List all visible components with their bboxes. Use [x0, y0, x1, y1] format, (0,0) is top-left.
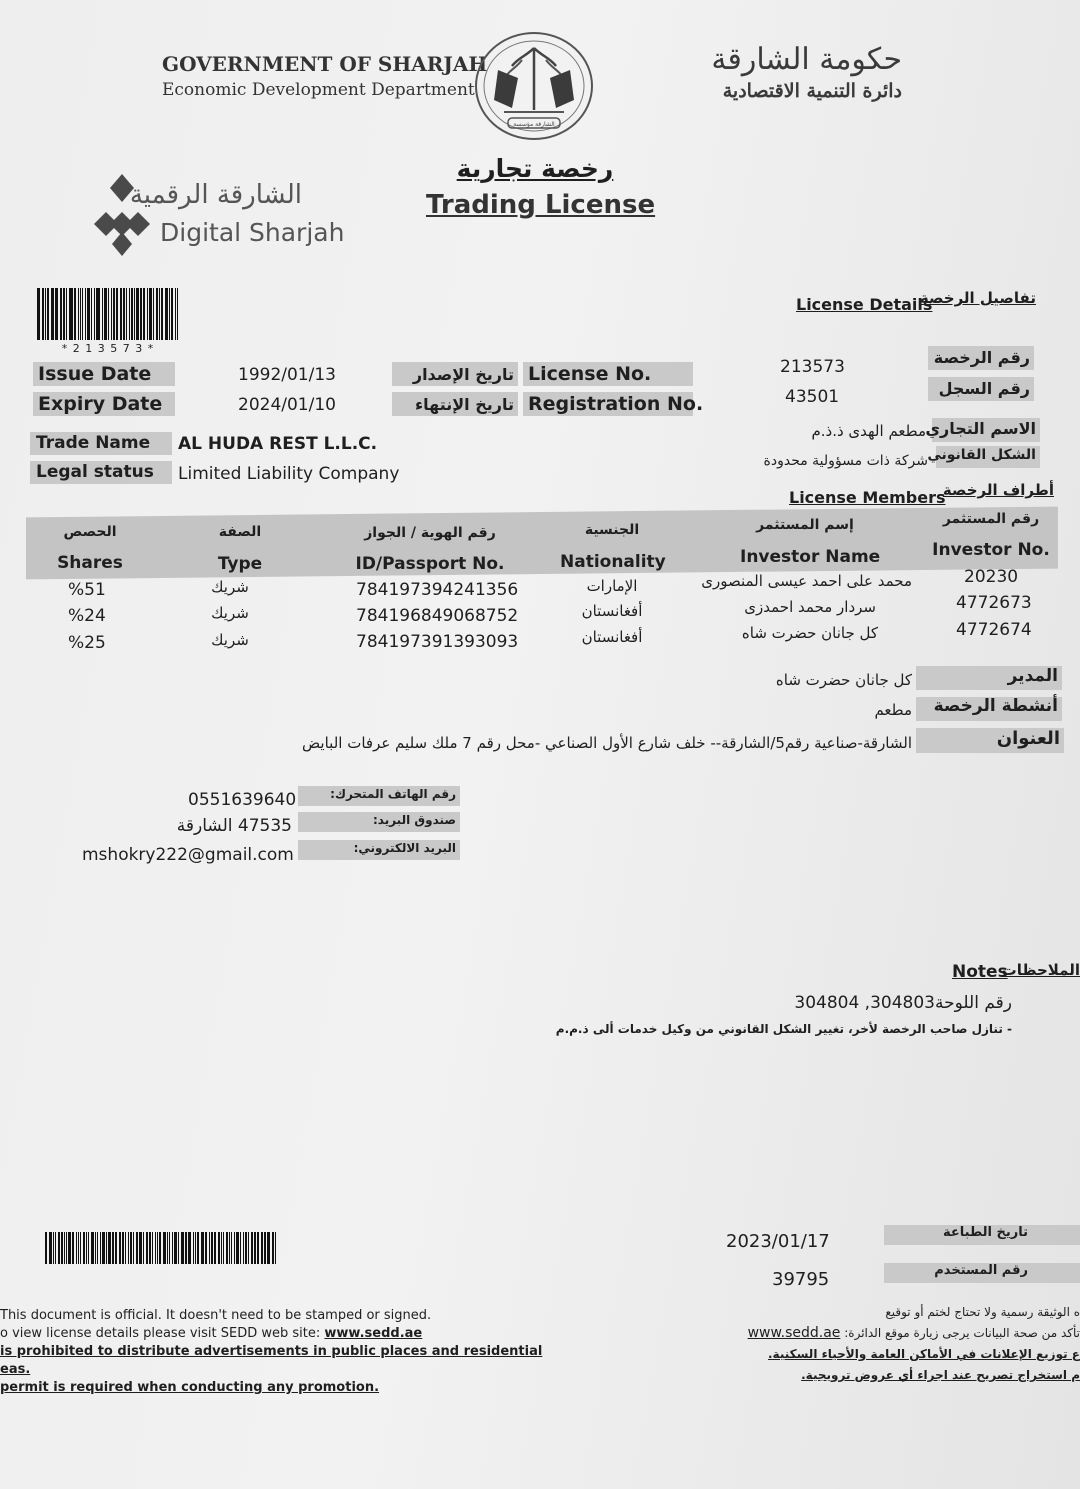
members-table-header: [26, 507, 1058, 580]
barcode-bar: [163, 1232, 165, 1264]
barcode-bar: [245, 1232, 247, 1264]
barcode-bar: [223, 1232, 225, 1264]
manager-value: كل جانان حضرت شاه: [775, 671, 912, 689]
sharjah-emblem-icon: [472, 30, 596, 142]
barcode-bar: [267, 1232, 269, 1264]
col-name-ar: إسم المستثمر: [756, 517, 854, 533]
barcode-bar: [136, 288, 139, 340]
member-shares: %25: [68, 633, 106, 653]
digital-sharjah-ar: الشارقة الرقمية: [129, 180, 302, 210]
barcode-bar: [111, 288, 112, 340]
barcode-bar: [104, 288, 107, 340]
barcode-bar: [161, 288, 163, 340]
member-shares: %24: [68, 606, 106, 626]
manager-label: المدير: [1007, 666, 1058, 686]
barcode-bar: [122, 1232, 124, 1264]
expiry-date-label-ar: تاريخ الإنتهاء: [414, 395, 514, 414]
issue-date-value: 1992/01/13: [238, 365, 336, 385]
col-type-en: Type: [217, 554, 263, 574]
barcode-bar: [82, 288, 83, 340]
user-no-value: 39795: [772, 1269, 830, 1290]
address-value: الشارقة-صناعية رقم5/الشارقة-- خلف شارع الأول الصناعي -محل رقم 7 ملك سليم عرفات البايض: [302, 734, 912, 752]
user-no-label: رقم المستخدم: [934, 1263, 1028, 1278]
trade-name-label-ar: الاسم التجاري: [925, 419, 1036, 438]
barcode-bar: [45, 288, 46, 340]
expiry-date-value: 2024/01/10: [238, 395, 336, 415]
barcode-bar: [115, 1232, 117, 1264]
barcode-bar: [56, 288, 58, 340]
col-shares-ar: الحصص: [63, 524, 117, 540]
pobox-value: 47535 الشارقة: [176, 816, 292, 836]
barcode-bar: [234, 1232, 235, 1264]
footer-ar-line-1: ه الوثيقة رسمية ولا تحتاج لختم أو توقيع: [885, 1305, 1080, 1319]
barcode-bar: [172, 1232, 173, 1264]
barcode-bar: [147, 288, 149, 340]
barcode-bar: [165, 288, 168, 340]
barcode-bar: [86, 1232, 87, 1264]
barcode-bar: [66, 288, 67, 340]
barcode-bar: [169, 1232, 171, 1264]
col-investor-no-ar: رقم المستثمر: [942, 511, 1040, 527]
member-investor-no: 4772673: [956, 593, 1032, 613]
footer-ar-line-4: م استخراج تصريح عند اجراء أي عروض ترويجية.: [801, 1368, 1080, 1382]
barcode-bar: [119, 1232, 121, 1264]
barcode-bar: [108, 1232, 110, 1264]
barcode-bar: [185, 1232, 187, 1264]
barcode-bar: [131, 288, 133, 340]
footer-ar-line-3: ع توزيع الإعلانات في الأماكن العامة والأحياء السكنية.: [767, 1347, 1080, 1361]
barcode-bar: [169, 288, 171, 340]
barcode-bar: [188, 1232, 190, 1264]
member-type: شريك: [211, 631, 249, 649]
footer-en-line-4: eas.: [0, 1362, 31, 1377]
barcode-bar: [128, 1232, 130, 1264]
barcode-bar: [85, 288, 86, 340]
member-name: محمد على احمد عيسى المنصورى: [701, 572, 912, 590]
barcode-bar: [140, 288, 142, 340]
barcode-bar: [66, 1232, 67, 1264]
registration-no-label: Registration No.: [528, 393, 704, 415]
members-heading-ar: أطراف الرخصة: [942, 481, 1054, 499]
barcode-bar: [78, 1232, 79, 1264]
barcode-bar: [69, 288, 70, 340]
barcode-bar: [91, 288, 92, 340]
member-type: شريك: [211, 578, 249, 596]
footer-en-line-3: is prohibited to distribute advertisements in public places and residential: [0, 1344, 543, 1359]
barcode-bar: [236, 1232, 238, 1264]
footer-ar-line-2-text: تأكد من صحة البيانات يرجى زيارة موقع الدائرة:: [844, 1326, 1080, 1340]
barcode-bar: [175, 288, 176, 340]
trade-name-value: AL HUDA REST L.L.C.: [178, 434, 378, 454]
barcode-bar: [243, 1232, 244, 1264]
barcode-bar: [149, 288, 152, 340]
print-date-label: تاريخ الطباعة: [943, 1225, 1028, 1240]
barcode-bar: [130, 1232, 132, 1264]
notes-line-2: - تنازل صاحب الرخصة لأخر، تغيير الشكل القانوني من وكيل خدمات ألى ذ.م.م: [555, 1022, 1012, 1036]
member-id: 784197394241356: [356, 580, 519, 600]
legal-status-label: Legal status: [36, 462, 154, 482]
col-nationality-ar: الجنسية: [584, 522, 640, 538]
barcode-bar: [55, 288, 56, 340]
barcode-bar: [78, 288, 79, 340]
government-title-en: GOVERNMENT OF SHARJAH: [162, 52, 488, 76]
col-id-en: ID/Passport No.: [355, 554, 505, 574]
title-ar: رخصة تجارية: [456, 154, 614, 183]
barcode-bar: [197, 1232, 199, 1264]
barcode-bar: [64, 1232, 65, 1264]
emblem-text: الشارقة مؤسسة: [513, 121, 555, 128]
barcode-bar: [74, 288, 76, 340]
barcode-bar: [181, 1232, 183, 1264]
license-details-heading-en: License Details: [796, 295, 933, 314]
footer-ar-line-2: [740, 1325, 1080, 1341]
barcode-bar: [133, 1232, 134, 1264]
barcode-bar: [80, 1232, 81, 1264]
member-nationality: أفغانستان: [581, 628, 643, 646]
email-value: mshokry222@gmail.com: [82, 845, 294, 865]
member-investor-no: 20230: [964, 567, 1019, 587]
barcode-bar: [126, 288, 127, 340]
notes-line-1: رقم اللوحة304803, 304804: [794, 993, 1012, 1013]
print-date-value: 2023/01/17: [726, 1231, 830, 1252]
barcode-top: [37, 288, 179, 340]
email-label: البريد الالكتروني:: [353, 841, 456, 855]
barcode-bar: [155, 1232, 157, 1264]
registration-no-value: 43501: [785, 387, 840, 407]
address-label: العنوان: [996, 728, 1060, 749]
expiry-date-label: Expiry Date: [38, 393, 163, 415]
barcode-bar: [60, 288, 62, 340]
notes-heading-en: Notes: [952, 962, 1008, 982]
barcode-bar: [87, 288, 90, 340]
barcode-bar: [139, 1232, 141, 1264]
registration-no-label-ar: رقم السجل: [938, 379, 1030, 398]
barcode-bar: [159, 1232, 161, 1264]
activities-label: أنشطة الرخصة: [933, 696, 1058, 716]
barcode-bar: [63, 288, 65, 340]
legal-status-label-ar: الشكل القانوني: [927, 447, 1036, 463]
barcode-bar: [221, 1232, 222, 1264]
barcode-bar: [76, 1232, 77, 1264]
barcode-bar: [97, 1232, 99, 1264]
barcode-bar: [254, 1232, 256, 1264]
member-id: 784197391393093: [356, 632, 519, 652]
license-no-value: 213573: [780, 357, 845, 377]
barcode-bar: [211, 1232, 213, 1264]
member-investor-no: 4772674: [956, 620, 1032, 640]
barcode-bar: [108, 288, 110, 340]
barcode-bar: [146, 1232, 148, 1264]
col-name-en: Investor Name: [740, 547, 881, 567]
barcode-bar: [55, 1232, 57, 1264]
barcode-bar: [218, 1232, 220, 1264]
barcode-bar: [45, 1232, 47, 1264]
barcode-bar: [178, 1232, 180, 1264]
barcode-bar: [83, 1232, 85, 1264]
activities-value: مطعم: [874, 701, 912, 719]
barcode-bar: [80, 288, 82, 340]
barcode-bar: [153, 288, 154, 340]
footer-en-sedd-link[interactable]: www.sedd.ae: [324, 1326, 423, 1341]
barcode-bar: [116, 288, 118, 340]
barcode-bar: [167, 1232, 168, 1264]
member-name: كل جانان حضرت شاه: [741, 624, 878, 642]
barcode-bar: [152, 1232, 153, 1264]
barcode-bar: [61, 1232, 63, 1264]
barcode-bar: [37, 288, 40, 340]
footer-en-line-1: This document is official. It doesn't need to be stamped or signed.: [0, 1308, 432, 1323]
barcode-bar: [257, 1232, 259, 1264]
issue-date-label: Issue Date: [38, 363, 152, 385]
digital-sharjah-en: Digital Sharjah: [160, 218, 345, 247]
barcode-bar: [202, 1232, 204, 1264]
department-title-en: Economic Development Department: [162, 80, 475, 100]
barcode-bar: [275, 1232, 276, 1264]
members-heading-en: License Members: [789, 488, 946, 507]
barcode-bar: [123, 288, 125, 340]
barcode-bar: [229, 1232, 230, 1264]
barcode-top-text: * 2 1 3 5 7 3 *: [61, 342, 155, 355]
barcode-bar: [49, 1232, 51, 1264]
footer-en-line-2-text: o view license details please visit SEDD web site:: [0, 1326, 325, 1341]
col-id-ar: رقم الهوية / الجواز: [364, 525, 496, 541]
barcode-bar: [136, 1232, 138, 1264]
trade-name-label: Trade Name: [36, 433, 151, 453]
barcode-bar: [143, 1232, 145, 1264]
col-investor-no-en: Investor No.: [932, 540, 1050, 560]
barcode-bar: [193, 1232, 195, 1264]
barcode-bar: [248, 1232, 249, 1264]
title-en: Trading License: [426, 190, 656, 220]
barcode-bar: [143, 288, 145, 340]
barcode-bar: [264, 1232, 266, 1264]
barcode-bar: [47, 288, 49, 340]
barcode-bar: [156, 288, 158, 340]
barcode-bar: [53, 1232, 54, 1264]
barcode-bar: [134, 288, 135, 340]
barcode-bar: [120, 288, 123, 340]
member-nationality: أفغانستان: [581, 602, 643, 620]
col-nationality-en: Nationality: [560, 552, 666, 572]
barcode-bar: [149, 1232, 151, 1264]
barcode-bar: [272, 1232, 274, 1264]
barcode-bar: [42, 288, 45, 340]
barcode-bar: [125, 1232, 126, 1264]
barcode-bar: [171, 288, 173, 340]
government-title-ar: حكومة الشارقة: [711, 42, 902, 77]
barcode-bar: [91, 1232, 93, 1264]
barcode-bar: [201, 1232, 202, 1264]
barcode-bar: [231, 1232, 233, 1264]
license-no-label-ar: رقم الرخصة: [933, 348, 1030, 367]
barcode-bar: [129, 288, 130, 340]
member-shares: %51: [68, 580, 106, 600]
barcode-bar: [100, 1232, 101, 1264]
trade-name-value-ar: مطعم الهدى ذ.ذ.م: [811, 422, 926, 440]
barcode-bar: [214, 1232, 216, 1264]
notes-heading-ar: الملاحظات: [1001, 961, 1080, 979]
footer-ar-sedd-link[interactable]: www.sedd.ae: [747, 1325, 841, 1341]
footer-en-line-5: permit is required when conducting any promotion.: [0, 1380, 380, 1395]
legal-status-value-ar: شركة ذات مسؤولية محدودة: [763, 453, 928, 469]
barcode-bar: [88, 1232, 90, 1264]
barcode-bar: [102, 1232, 104, 1264]
barcode-bar: [157, 1232, 158, 1264]
barcode-bar: [261, 1232, 263, 1264]
barcode-bar: [174, 1232, 176, 1264]
barcode-bar: [58, 1232, 60, 1264]
issue-date-label-ar: تاريخ الإصدار: [412, 365, 514, 384]
license-no-label: License No.: [528, 363, 652, 385]
member-name: سردار محمد احمدزى: [744, 598, 876, 616]
barcode-bar: [205, 1232, 207, 1264]
barcode-bar: [51, 288, 54, 340]
barcode-bar: [97, 288, 100, 340]
license-details-heading-ar: تفاصيل الرخصة: [919, 289, 1036, 307]
barcode-bar: [251, 1232, 253, 1264]
barcode-bar: [96, 288, 97, 340]
member-type: شريك: [211, 604, 249, 622]
barcode-bar: [112, 1232, 114, 1264]
department-title-ar: دائرة التنمية الاقتصادية: [722, 80, 902, 102]
barcode-bar: [113, 288, 115, 340]
legal-status-value: Limited Liability Company: [178, 464, 400, 484]
barcode-bar: [106, 1232, 107, 1264]
barcode-bar: [102, 288, 103, 340]
member-id: 784196849068752: [356, 606, 519, 626]
pobox-label: صندوق البريد:: [372, 813, 456, 827]
barcode-bar: [209, 1232, 211, 1264]
barcode-bar: [240, 1232, 242, 1264]
barcode-bar: [70, 288, 73, 340]
barcode-bar: [177, 288, 178, 340]
mobile-label: رقم الهاتف المتحرك:: [330, 787, 456, 801]
barcode-bar: [72, 1232, 74, 1264]
col-shares-en: Shares: [57, 553, 123, 573]
barcode-bar: [195, 1232, 196, 1264]
barcode-bar: [226, 1232, 228, 1264]
member-nationality: الإمارات: [586, 577, 638, 595]
barcode-bar: [95, 1232, 96, 1264]
barcode-bar: [94, 288, 95, 340]
barcode-bottom: [45, 1232, 277, 1264]
footer-en-line-2: [0, 1326, 422, 1341]
mobile-value: 0551639640: [188, 790, 297, 810]
barcode-bar: [159, 288, 161, 340]
col-type-ar: الصفة: [218, 524, 262, 540]
barcode-bar: [68, 1232, 70, 1264]
